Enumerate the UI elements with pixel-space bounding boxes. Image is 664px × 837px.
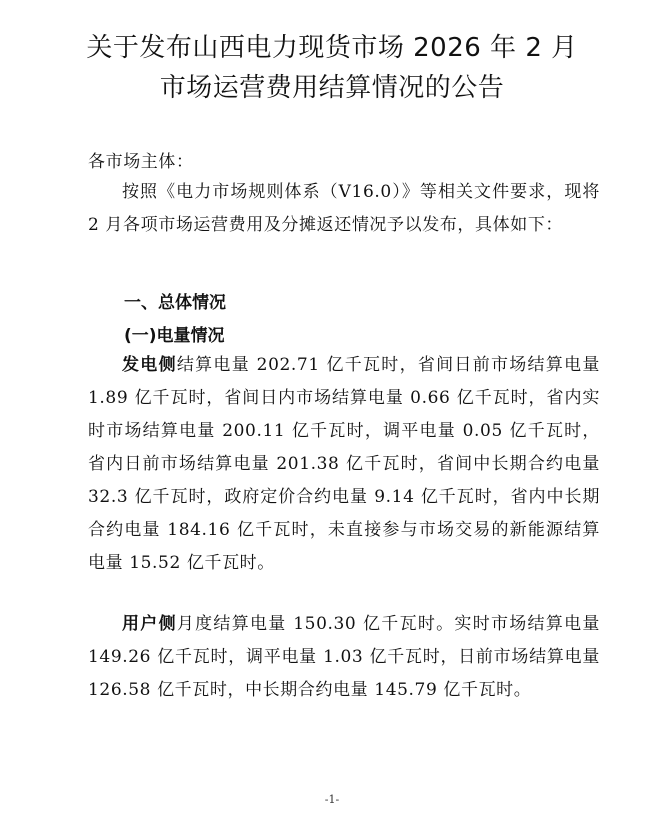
document-title-line1: 关于发布山西电力现货市场 2026 年 2 月 [86,33,578,63]
generation-side-label: 发电侧 [122,355,177,375]
subsection-heading-electricity: (一)电量情况 [124,326,225,346]
intro-paragraph: 按照《电力市场规则体系（V16.0）》等相关文件要求，现将 2 月各项市场运营费用及分摊返还情况予以发布，具体如下： [88,182,600,235]
page-number: -1- [324,793,340,806]
generation-side-text: 结算电量 202.71 亿千瓦时，省间日前市场结算电量 1.89 亿千瓦时，省间日内市场结算电量 0.66 亿千瓦时，省内实时市场结算电量 200.11 亿千瓦时，调平电量 0.05 亿千瓦时，省内日前市场结算电量 201.38 亿千瓦时，省间中长期合约电量 32.3 亿千瓦时，政府定价合约电量 9.14 亿千瓦时，省内中长期合约电量 184.16 亿千瓦时，未直接参与市场交易的新能源结算电量 15.52 亿千瓦时。 [88,355,600,573]
generation-side-paragraph [88,349,600,580]
document-title-line2: 市场运营费用结算情况的公告 [159,73,505,103]
user-side-paragraph [88,608,600,707]
user-side-label: 用户侧 [122,614,177,634]
section-heading-overview: 一、总体情况 [124,293,226,313]
user-side-text: 月度结算电量 150.30 亿千瓦时。实时市场结算电量 149.26 亿千瓦时，调平电量 1.03 亿千瓦时，日前市场结算电量 126.58 亿千瓦时，中长期合约电量 145.79 亿千瓦时。 [88,614,600,700]
salutation: 各市场主体： [88,152,194,172]
